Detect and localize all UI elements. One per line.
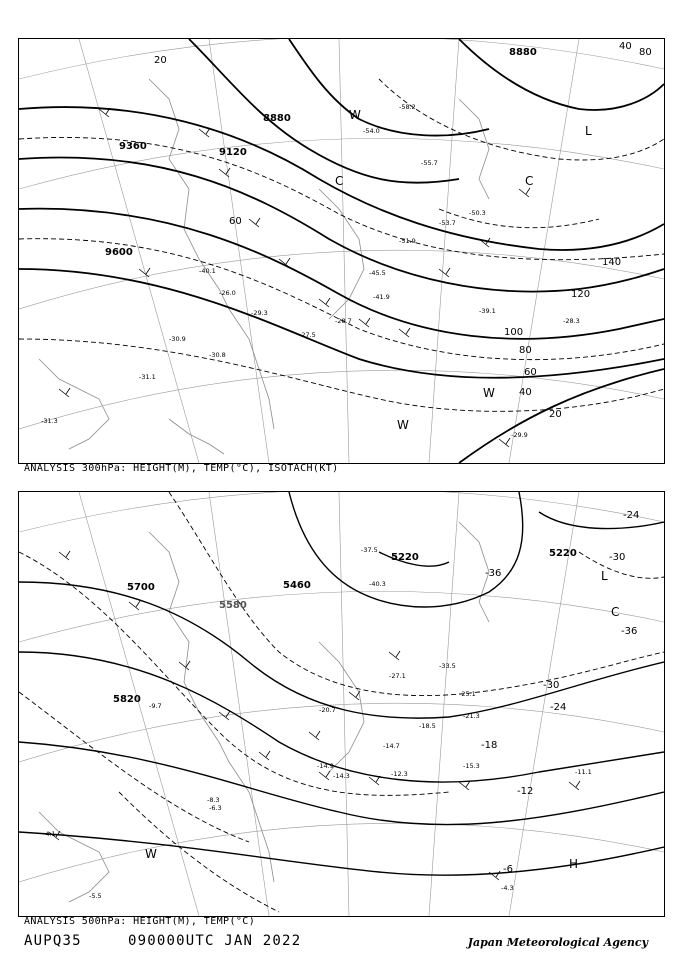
temp-contour-label: -24	[550, 702, 567, 713]
station-temp: -4.1	[43, 830, 56, 838]
station-temp: -30.9	[169, 335, 186, 343]
station-temps	[43, 546, 592, 900]
station-temp: -12.3	[391, 770, 408, 778]
height-label: 8880	[263, 113, 291, 124]
center-marker: L	[601, 569, 608, 583]
isotach-label: 60	[524, 367, 537, 378]
temp-contour-labels	[481, 510, 639, 875]
wind-barbs	[59, 108, 530, 447]
station-temp: -18.5	[419, 722, 436, 730]
station-temp: -27.1	[389, 672, 406, 680]
isotach-label: 20	[549, 409, 562, 420]
height-label: 5460	[283, 580, 311, 591]
center-marker: W	[483, 386, 495, 400]
temp-contour-label: -12	[517, 786, 534, 797]
agency-name: Japan Meteorological Agency	[467, 936, 648, 949]
wind-barbs	[49, 551, 580, 880]
height-labels	[113, 548, 577, 705]
station-temp: -28.7	[335, 317, 352, 325]
station-temp: -29.3	[251, 309, 268, 317]
chart-id: AUPQ35	[24, 933, 82, 949]
station-temp: -40.1	[199, 267, 216, 275]
isotach-label: 40	[519, 387, 532, 398]
station-temp: -5.5	[89, 892, 102, 900]
station-temp: -6.3	[209, 804, 222, 812]
station-temp: -45.5	[369, 269, 386, 277]
station-temp: -31.1	[139, 373, 156, 381]
station-temp: -33.5	[439, 662, 456, 670]
temp-contour-label: -30	[543, 680, 560, 691]
caption-500hpa: ANALYSIS 500hPa: HEIGHT(M), TEMP(°C)	[24, 916, 256, 927]
station-temp: -50.3	[469, 209, 486, 217]
station-temp: -41.9	[373, 293, 390, 301]
isotach-label: 60	[229, 216, 242, 227]
station-temp: -4.3	[501, 884, 514, 892]
center-marker: W	[397, 418, 409, 432]
station-temp: -8.3	[207, 796, 220, 804]
isotach-label: 40	[619, 41, 632, 52]
station-temps	[41, 103, 580, 439]
station-temp: -14.9	[317, 762, 334, 770]
station-temp: -14.3	[333, 772, 350, 780]
temp-contour-label: -24	[623, 510, 640, 521]
height-label: 5220	[391, 552, 419, 563]
height-label: 9120	[219, 147, 247, 158]
center-marker: C	[525, 174, 534, 188]
station-temp: -31.3	[41, 417, 58, 425]
isotach-label: 100	[504, 327, 524, 338]
height-label: 8880	[509, 47, 537, 58]
station-temp: -54.0	[363, 127, 380, 135]
station-temp: -20.7	[319, 706, 336, 714]
center-marker: H	[569, 857, 579, 871]
height-labels	[105, 47, 537, 258]
station-temp: -27.5	[299, 331, 316, 339]
temp-contour-label: -18	[481, 740, 498, 751]
height-label: 5220	[549, 548, 577, 559]
temp-contour-label: -36	[621, 626, 638, 637]
station-temp: -26.0	[219, 289, 236, 297]
map-500hpa	[19, 492, 664, 916]
station-temp: -51.9	[399, 237, 416, 245]
height-label: 5580	[219, 600, 247, 611]
station-temp: -28.3	[563, 317, 580, 325]
center-marker: W	[349, 108, 361, 122]
caption-300hpa: ANALYSIS 300hPa: HEIGHT(M), TEMP(°C), ISOTACH(KT)	[24, 463, 339, 474]
temp-contour-label: -6	[503, 864, 513, 875]
center-marker: W	[145, 847, 157, 861]
analysis-500hpa-panel	[18, 491, 665, 917]
station-temp: -58.2	[399, 103, 416, 111]
station-temp: -30.8	[209, 351, 226, 359]
isotach-label: 120	[571, 289, 591, 300]
station-temp: -37.5	[361, 546, 378, 554]
height-label: 9360	[119, 141, 147, 152]
coastline	[39, 522, 489, 902]
analysis-300hpa-panel	[18, 38, 665, 464]
station-temp: -21.3	[463, 712, 480, 720]
station-temp: -11.1	[575, 768, 592, 776]
isotach-label: 140	[602, 257, 622, 268]
valid-time: 090000UTC JAN 2022	[128, 933, 302, 949]
temp-contour-label: -36	[485, 568, 502, 579]
pressure-centers	[145, 569, 619, 871]
map-300hpa	[19, 39, 664, 463]
temp-contour-label: -30	[609, 552, 626, 563]
station-temp: -14.7	[383, 742, 400, 750]
height-label: 9600	[105, 247, 133, 258]
center-marker: L	[585, 124, 592, 138]
isotach-label: 80	[639, 47, 652, 58]
isotach-label: 20	[154, 55, 167, 66]
station-temp: -29.9	[511, 431, 528, 439]
center-marker: C	[611, 605, 620, 619]
station-temp: -53.7	[439, 219, 456, 227]
station-temp: -39.1	[479, 307, 496, 315]
isotach-label: 80	[519, 345, 532, 356]
height-label: 5820	[113, 694, 141, 705]
station-temp: -40.3	[369, 580, 386, 588]
station-temp: -55.7	[421, 159, 438, 167]
station-temp: -25.1	[459, 690, 476, 698]
center-marker: C	[335, 174, 344, 188]
station-temp: -15.3	[463, 762, 480, 770]
height-label: 5700	[127, 582, 155, 593]
station-temp: -9.7	[149, 702, 162, 710]
